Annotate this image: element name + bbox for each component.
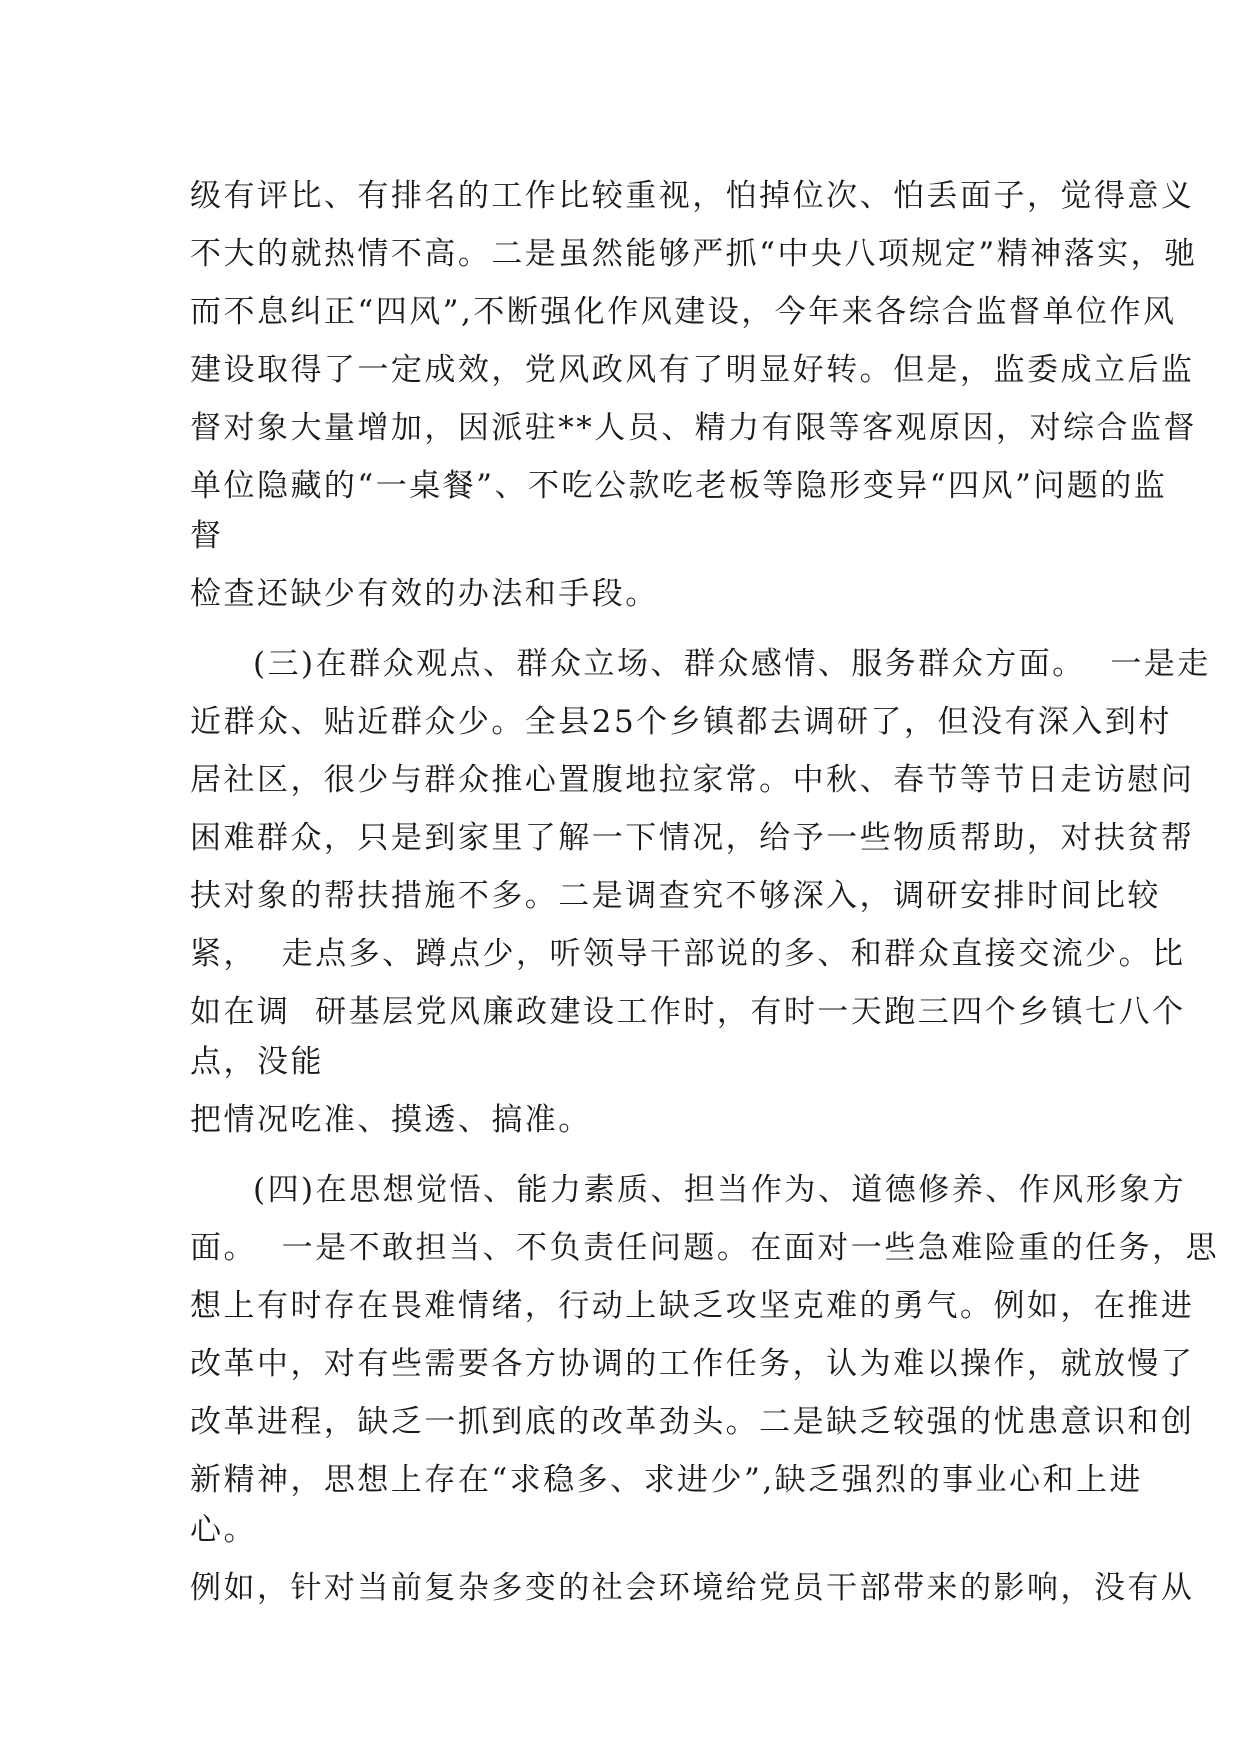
- text-line: 面。 一是不敢担当、不负责任问题。在面对一些急难险重的任务，思: [190, 1230, 1220, 1266]
- text-line: 督: [190, 518, 224, 554]
- text-line: 督对象大量增加，因派驻**人员、精力有限等客观原因，对综合监督: [190, 410, 1197, 446]
- text-line: 紧， 走点多、蹲点少，听领导干部说的多、和群众直接交流少。比: [190, 936, 1186, 972]
- text-line: 级有评比、有排名的工作比较重视，怕掉位次、怕丢面子，觉得意义: [190, 178, 1195, 214]
- text-line: 想上有时存在畏难情绪，行动上缺乏攻坚克难的勇气。例如，在推进: [190, 1288, 1195, 1324]
- text-line: 居社区，很少与群众推心置腹地拉家常。中秋、春节等节日走访慰问: [190, 762, 1195, 798]
- text-line: 不大的就热情不高。二是虽然能够严抓“中央八项规定”精神落实，驰: [190, 236, 1198, 272]
- text-line: 如在调 研基层党风廉政建设工作时，有时一天跑三四个乡镇七八个: [190, 994, 1186, 1030]
- text-line: 建设取得了一定成效，党风政风有了明显好转。但是，监委成立后监: [190, 352, 1195, 388]
- text-line: 改革进程，缺乏一抓到底的改革劲头。二是缺乏较强的忧患意识和创: [190, 1404, 1195, 1440]
- text-line: 点，没能: [190, 1044, 324, 1080]
- text-line: 心。: [190, 1512, 257, 1548]
- text-line: 单位隐藏的“一桌餐”、不吃公款吃老板等隐形变异“四风”问题的监: [190, 468, 1168, 504]
- text-line: 而不息纠正“四风”,不断强化作风建设，今年来各综合监督单位作风: [190, 294, 1177, 330]
- text-line: 例如，针对当前复杂多变的社会环境给党员干部带来的影响，没有从: [190, 1570, 1195, 1606]
- text-line: 扶对象的帮扶措施不多。二是调查究不够深入，调研安排时间比较: [190, 878, 1161, 914]
- text-line: 检查还缺少有效的办法和手段。: [190, 576, 659, 612]
- text-line: 困难群众，只是到家里了解一下情况，给予一些物质帮助，对扶贫帮: [190, 820, 1195, 856]
- section-heading-3: (三)在群众观点、群众立场、群众感情、服务群众方面。 一是走: [253, 646, 1211, 682]
- text-line: 把情况吃准、摸透、搞准。: [190, 1102, 592, 1138]
- text-line: 新精神，思想上存在“求稳多、求进少”,缺乏强烈的事业心和上进: [190, 1462, 1143, 1498]
- text-line: 近群众、贴近群众少。全县25个乡镇都去调研了，但没有深入到村: [190, 704, 1172, 740]
- text-line: 改革中，对有些需要各方协调的工作任务，认为难以操作，就放慢了: [190, 1346, 1195, 1382]
- section-heading-4: (四)在思想觉悟、能力素质、担当作为、道德修养、作风形象方: [253, 1172, 1187, 1208]
